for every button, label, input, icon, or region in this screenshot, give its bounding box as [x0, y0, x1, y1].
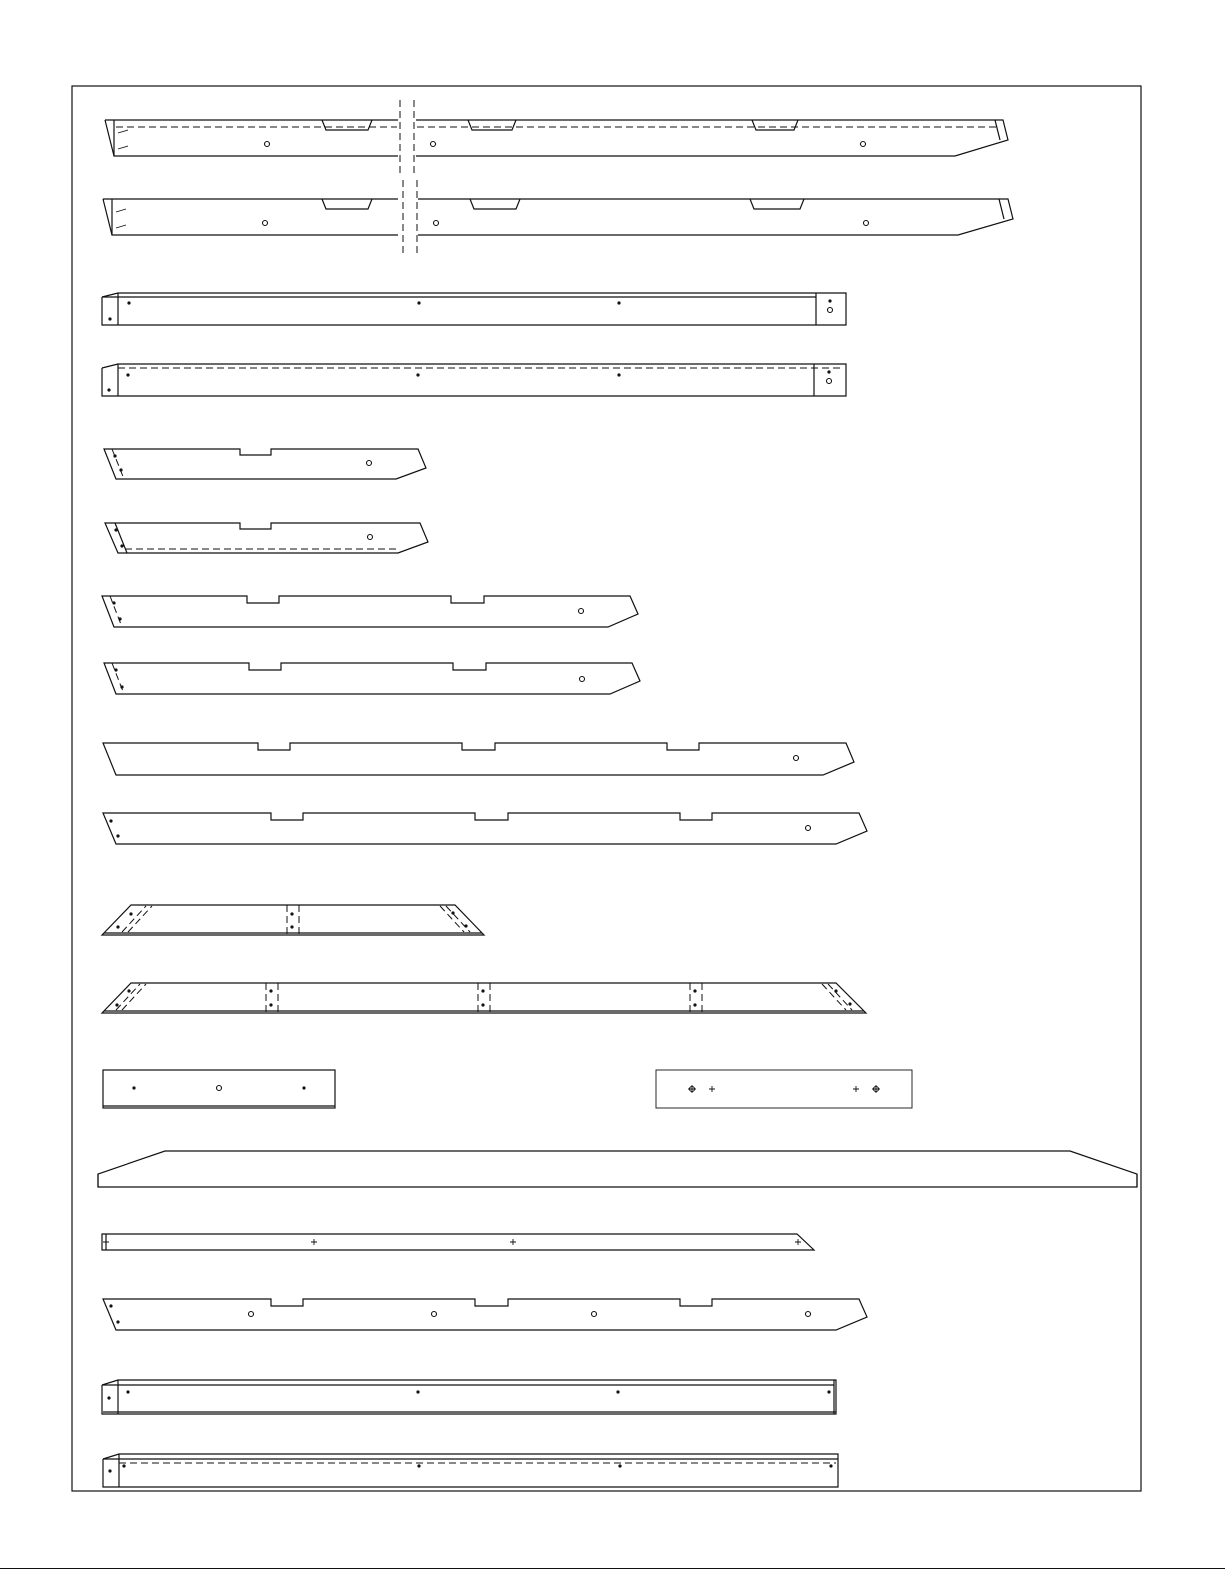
long-notched-beam-1 — [103, 743, 854, 775]
long-notched-beam-3 — [103, 1299, 867, 1330]
top-plank — [98, 1151, 1137, 1187]
thin-strip — [102, 1234, 814, 1250]
medium-beam-1 — [102, 596, 638, 627]
brace-short — [102, 905, 484, 935]
block-2 — [656, 1070, 912, 1108]
rail-3 — [102, 1380, 836, 1414]
long-beam-1 — [105, 100, 1008, 176]
medium-beam-2 — [104, 663, 640, 694]
short-beam-2 — [105, 523, 428, 553]
rail-2 — [102, 364, 846, 396]
block-1 — [103, 1070, 335, 1108]
rail-1 — [102, 293, 846, 325]
long-notched-beam-2 — [103, 813, 867, 844]
rail-4 — [103, 1454, 838, 1487]
long-beam-2 — [103, 180, 1013, 254]
page-bottom-rule — [0, 1568, 1225, 1569]
short-beam-1 — [104, 449, 426, 479]
brace-long — [102, 983, 866, 1013]
